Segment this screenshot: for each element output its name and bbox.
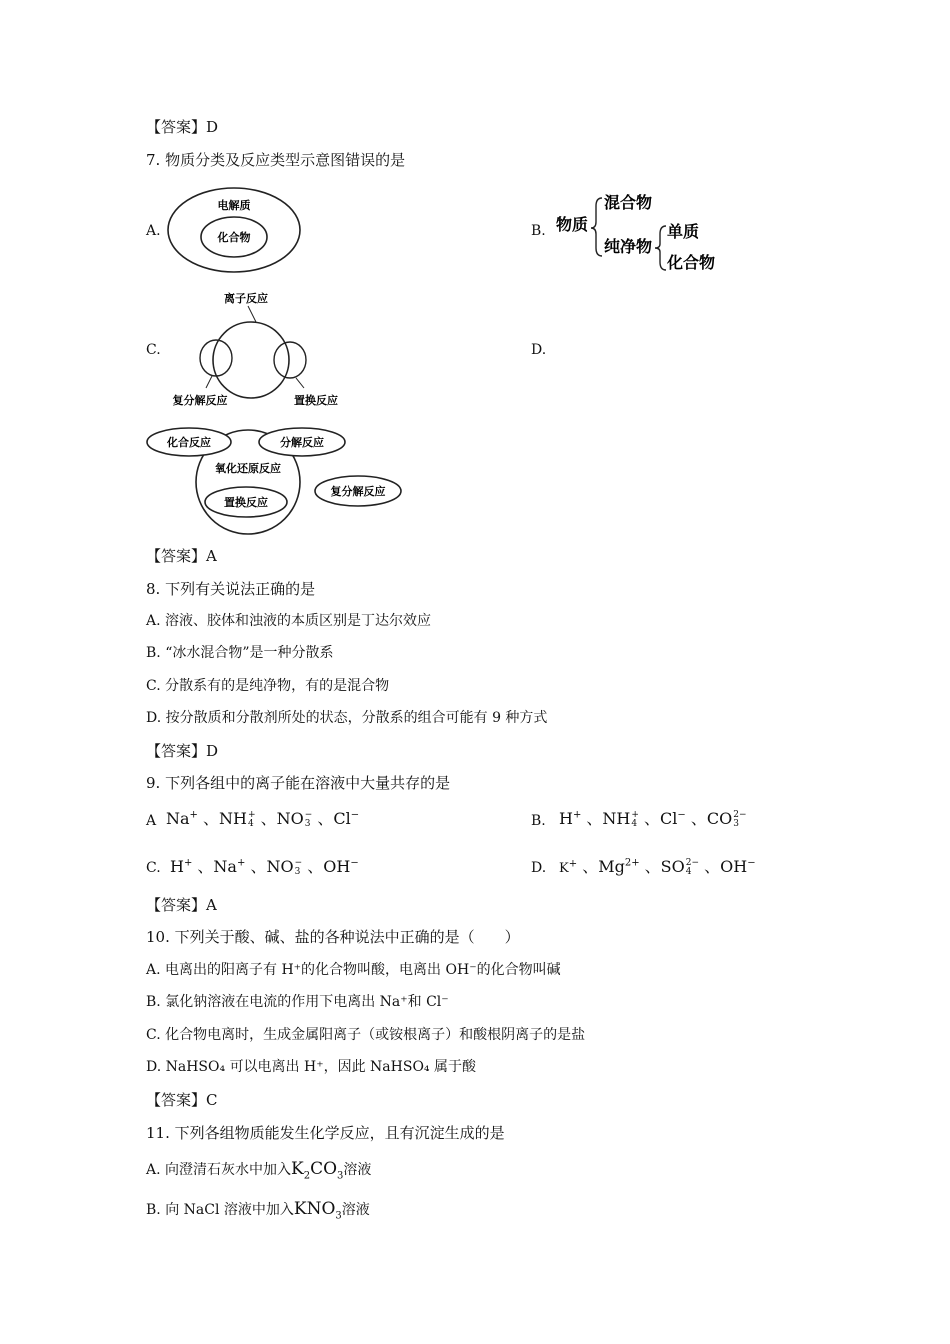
- diag-d-combine-label: 化合反应: [167, 436, 211, 449]
- diag-d-redox-label: 氧化还原反应: [215, 462, 281, 475]
- q9-option-c-ions: H+ 、Na+ 、NO − 3 、OH−: [170, 857, 359, 877]
- diag-a-inner-label: 化合物: [217, 231, 251, 244]
- diag-d-double-label: 复分解反应: [330, 485, 386, 498]
- q7-diagram-b: [554, 186, 734, 276]
- diag-b-pure: 纯净物: [604, 237, 653, 256]
- q10-option-c: C. 化合物电离时，生成金属阳离子（或铵根离子）和酸根阴离子的是盐: [146, 1027, 586, 1043]
- q7-diagram-a: [166, 185, 306, 275]
- q9-option-a-ions: Na+ 、NH + 4 、NO − 3 、Cl−: [166, 809, 360, 829]
- diag-b-element: 单质: [667, 222, 700, 241]
- question-7-stem: 7. 物质分类及反应类型示意图错误的是: [146, 151, 406, 169]
- q7-option-b-label: B.: [531, 223, 546, 239]
- question-9-stem: 9. 下列各组中的离子能在溶液中大量共存的是: [146, 774, 451, 792]
- q7-option-d-label: D.: [531, 342, 547, 358]
- q11-option-a-text: A. 向澄清石灰水中加入: [146, 1162, 292, 1178]
- diag-b-root: 物质: [556, 215, 589, 234]
- q8-option-c: C. 分散系有的是纯净物，有的是混合物: [146, 678, 390, 694]
- q7-diagram-c: [166, 288, 356, 413]
- q8-option-d: D. 按分散质和分散剂所处的状态，分散系的组合可能有 9 种方式: [146, 710, 548, 726]
- q11-option-a: [146, 1159, 371, 1180]
- q9-option-d-ions: K+ 、$Mg^{2+}$ 、SO 2− 4 、OH−: [559, 857, 756, 877]
- diag-c-displace-label: 置换反应: [294, 394, 338, 407]
- diag-c-double-label: 复分解反应: [172, 394, 228, 407]
- diag-b-compound: 化合物: [667, 253, 716, 272]
- q8-option-b: B. “冰水混合物”是一种分散系: [146, 645, 334, 661]
- diag-a-outer-label: 电解质: [217, 199, 251, 212]
- q11-option-a-suffix: 溶液: [343, 1162, 372, 1178]
- q9-option-b-ions: H+ 、NH + 4 、Cl− 、CO 2− 3: [559, 809, 747, 829]
- answer-q9: 【答案】A: [146, 896, 217, 914]
- diag-b-mix: 混合物: [604, 193, 653, 212]
- question-8-stem: 8. 下列有关说法正确的是: [146, 580, 316, 598]
- q7-option-a-label: A.: [146, 223, 161, 239]
- diag-d-displace-label: 置换反应: [224, 496, 268, 509]
- q9-option-d-label: D.: [531, 860, 547, 876]
- question-11-stem: 11. 下列各组物质能发生化学反应，且有沉淀生成的是: [146, 1124, 505, 1142]
- q11-formula-kno3: $KNO_3$: [293, 1199, 342, 1222]
- q11-formula-k2co3: $K_2CO_3$: [291, 1159, 344, 1182]
- q11-option-b: [146, 1199, 370, 1220]
- diag-c-ionic-label: 离子反应: [224, 292, 268, 305]
- answer-q8: 【答案】D: [146, 742, 219, 760]
- q9-option-c-label: C.: [146, 860, 161, 876]
- q8-option-a: A. 溶液、胶体和浊液的本质区别是丁达尔效应: [146, 613, 432, 629]
- question-10-stem: 10. 下列关于酸、碱、盐的各种说法中正确的是（ ）: [146, 928, 520, 946]
- answer-q7: 【答案】A: [146, 547, 217, 565]
- q9-option-b-label: B.: [531, 813, 546, 829]
- q7-option-c-label: C.: [146, 342, 161, 358]
- q11-option-b-suffix: 溶液: [341, 1202, 370, 1218]
- answer-q6: 【答案】D: [146, 118, 219, 136]
- diag-d-decompose-label: 分解反应: [280, 436, 324, 449]
- q11-option-b-text: B. 向 NaCl 溶液中加入: [146, 1202, 294, 1218]
- q7-diagram-d: [142, 418, 407, 536]
- q10-option-d: D. NaHSO₄ 可以电离出 H⁺，因此 NaHSO₄ 属于酸: [146, 1059, 476, 1075]
- q9-option-a-label: A: [146, 813, 157, 829]
- q10-option-a: A. 电离出的阳离子有 H⁺的化合物叫酸，电离出 OH⁻的化合物叫碱: [146, 962, 561, 978]
- answer-q10: 【答案】C: [146, 1091, 218, 1109]
- q10-option-b: B. 氯化钠溶液在电流的作用下电离出 Na⁺和 Cl⁻: [146, 994, 449, 1010]
